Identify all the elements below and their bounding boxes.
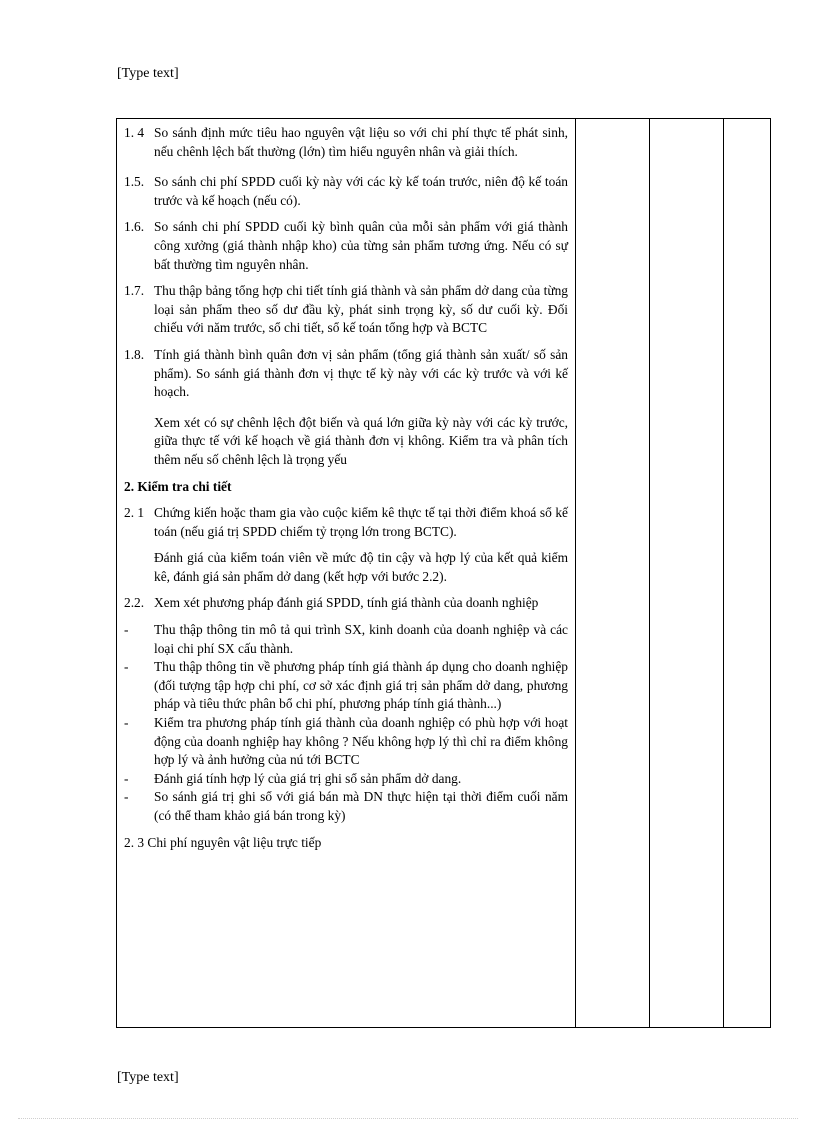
item-text: Chứng kiến hoặc tham gia vào cuộc kiểm kê thực tế tại thời điểm khoá sổ kế toán (nếu giá trị SPDD chiếm tỷ trọng lớn trong BCTC). (154, 505, 568, 539)
item-text: Thu thập thông tin mô tả qui trình SX, kinh doanh của doanh nghiệp và các loại chi phí SX cấu thành. (154, 622, 568, 656)
procedure-item (124, 594, 568, 613)
procedure-note: Xem xét có sự chênh lệch đột biến và quá lớn giữa kỳ này với các kỳ trước, giữa thực tế với kế hoạch về giá thành đơn vị không. Kiểm tra và phân tích thêm nếu số chênh lệch là trọng yếu (154, 414, 568, 467)
item-text: Tính giá thành bình quân đơn vị sản phẩm (tổng giá thành sản xuất/ số sản phẩm). So sánh giá thành đơn vị thực tế kỳ này với các kỳ trước và với kế hoạch. (154, 346, 568, 400)
item-text: So sánh chi phí SPDD cuối kỳ bình quân của mỗi sản phẩm với giá thành công xưởng (giá thành nhập kho) của từng sản phẩm tương ứng. Nếu có sự bất thường tìm nguyên nhân. (154, 219, 568, 272)
procedure-item (124, 282, 568, 338)
table-row (117, 119, 771, 1028)
subsection-title: 2. 3 Chi phí nguyên vật liệu trực tiếp (124, 834, 322, 850)
empty-cell (576, 119, 650, 1028)
item-text: Xem xét phương pháp đánh giá SPDD, tính giá thành của doanh nghiệp (154, 595, 539, 611)
item-text: Kiểm tra phương pháp tính giá thành của doanh nghiệp có phù hợp với hoạt động của doanh nghiệp hay không ? Nếu không hợp lý thì chỉ ra điểm không hợp lý và ảnh hưởng của nú tới BCTC (154, 715, 568, 768)
bullet-dash: - (124, 770, 129, 786)
bullet-dash: - (124, 659, 129, 675)
bullet-item (124, 621, 568, 658)
empty-cell (650, 119, 724, 1028)
item-text: Thu thập thông tin về phương pháp tính giá thành áp dụng cho doanh nghiệp (đối tượng tập hợp chi phí, cơ sở xác định giá trị sản phẩm dở dang, phương pháp và tiêu thức phân bổ chi phí, phương pháp tính giá thành...) (154, 659, 568, 712)
item-text: Đánh giá tính hợp lý của giá trị ghi sổ sản phẩm dở dang. (154, 770, 462, 786)
item-number: 2.2. (124, 595, 145, 611)
procedure-item (124, 124, 568, 161)
item-number: 1. 4 (124, 125, 145, 140)
bullet-item (124, 714, 568, 770)
section-heading: 2. Kiểm tra chi tiết (124, 478, 232, 494)
empty-cell (724, 119, 771, 1028)
bullet-item (124, 788, 568, 825)
item-text: So sánh định mức tiêu hao nguyên vật liệu so với chi phí thực tế phát sinh, nếu chênh lệch bất thường (lớn) tìm hiểu nguyên nhân và giải thích. (154, 125, 568, 159)
procedure-cell (117, 119, 576, 1028)
item-number: 1.8. (124, 346, 145, 362)
item-number: 1.6. (124, 219, 145, 235)
page-footer: [Type text] (117, 1070, 179, 1085)
page-divider (18, 1118, 798, 1119)
bullet-dash: - (124, 789, 129, 805)
bullet-dash: - (124, 715, 129, 731)
procedure-item (124, 218, 568, 274)
item-text: Thu thập bảng tổng hợp chi tiết tính giá thành và sản phẩm dở dang của từng loại sản phẩm theo số dư đầu kỳ, phát sinh trọng kỳ, số dư cuối kỳ. Đối chiếu với năm trước, sổ chi tiết, sổ kế toán tổng hợp và BCTC (154, 283, 568, 336)
bullet-dash: - (124, 622, 129, 638)
item-text: So sánh giá trị ghi sổ với giá bán mà DN thực hiện tại thời điểm cuối năm (có thể tham khảo giá bán trong kỳ) (154, 789, 568, 823)
bullet-item (124, 658, 568, 714)
page-header: [Type text] (117, 66, 179, 81)
procedure-item (124, 346, 568, 402)
procedure-item (124, 173, 568, 210)
bullet-item (124, 770, 568, 789)
procedure-note: Đánh giá của kiểm toán viên về mức độ tin cậy và hợp lý của kết quả kiểm kê, đánh giá sản phẩm dở dang (kết hợp với bước 2.2). (154, 550, 568, 584)
procedure-item (124, 504, 568, 541)
audit-procedure-table (116, 118, 771, 1028)
item-number: 2. 1 (124, 505, 145, 521)
item-number: 1.7. (124, 283, 145, 299)
item-text: So sánh chi phí SPDD cuối kỳ này với các kỳ kế toán trước, niên độ kế toán trước và kế hoạch (nếu có). (154, 174, 568, 208)
item-number: 1.5. (124, 174, 145, 190)
